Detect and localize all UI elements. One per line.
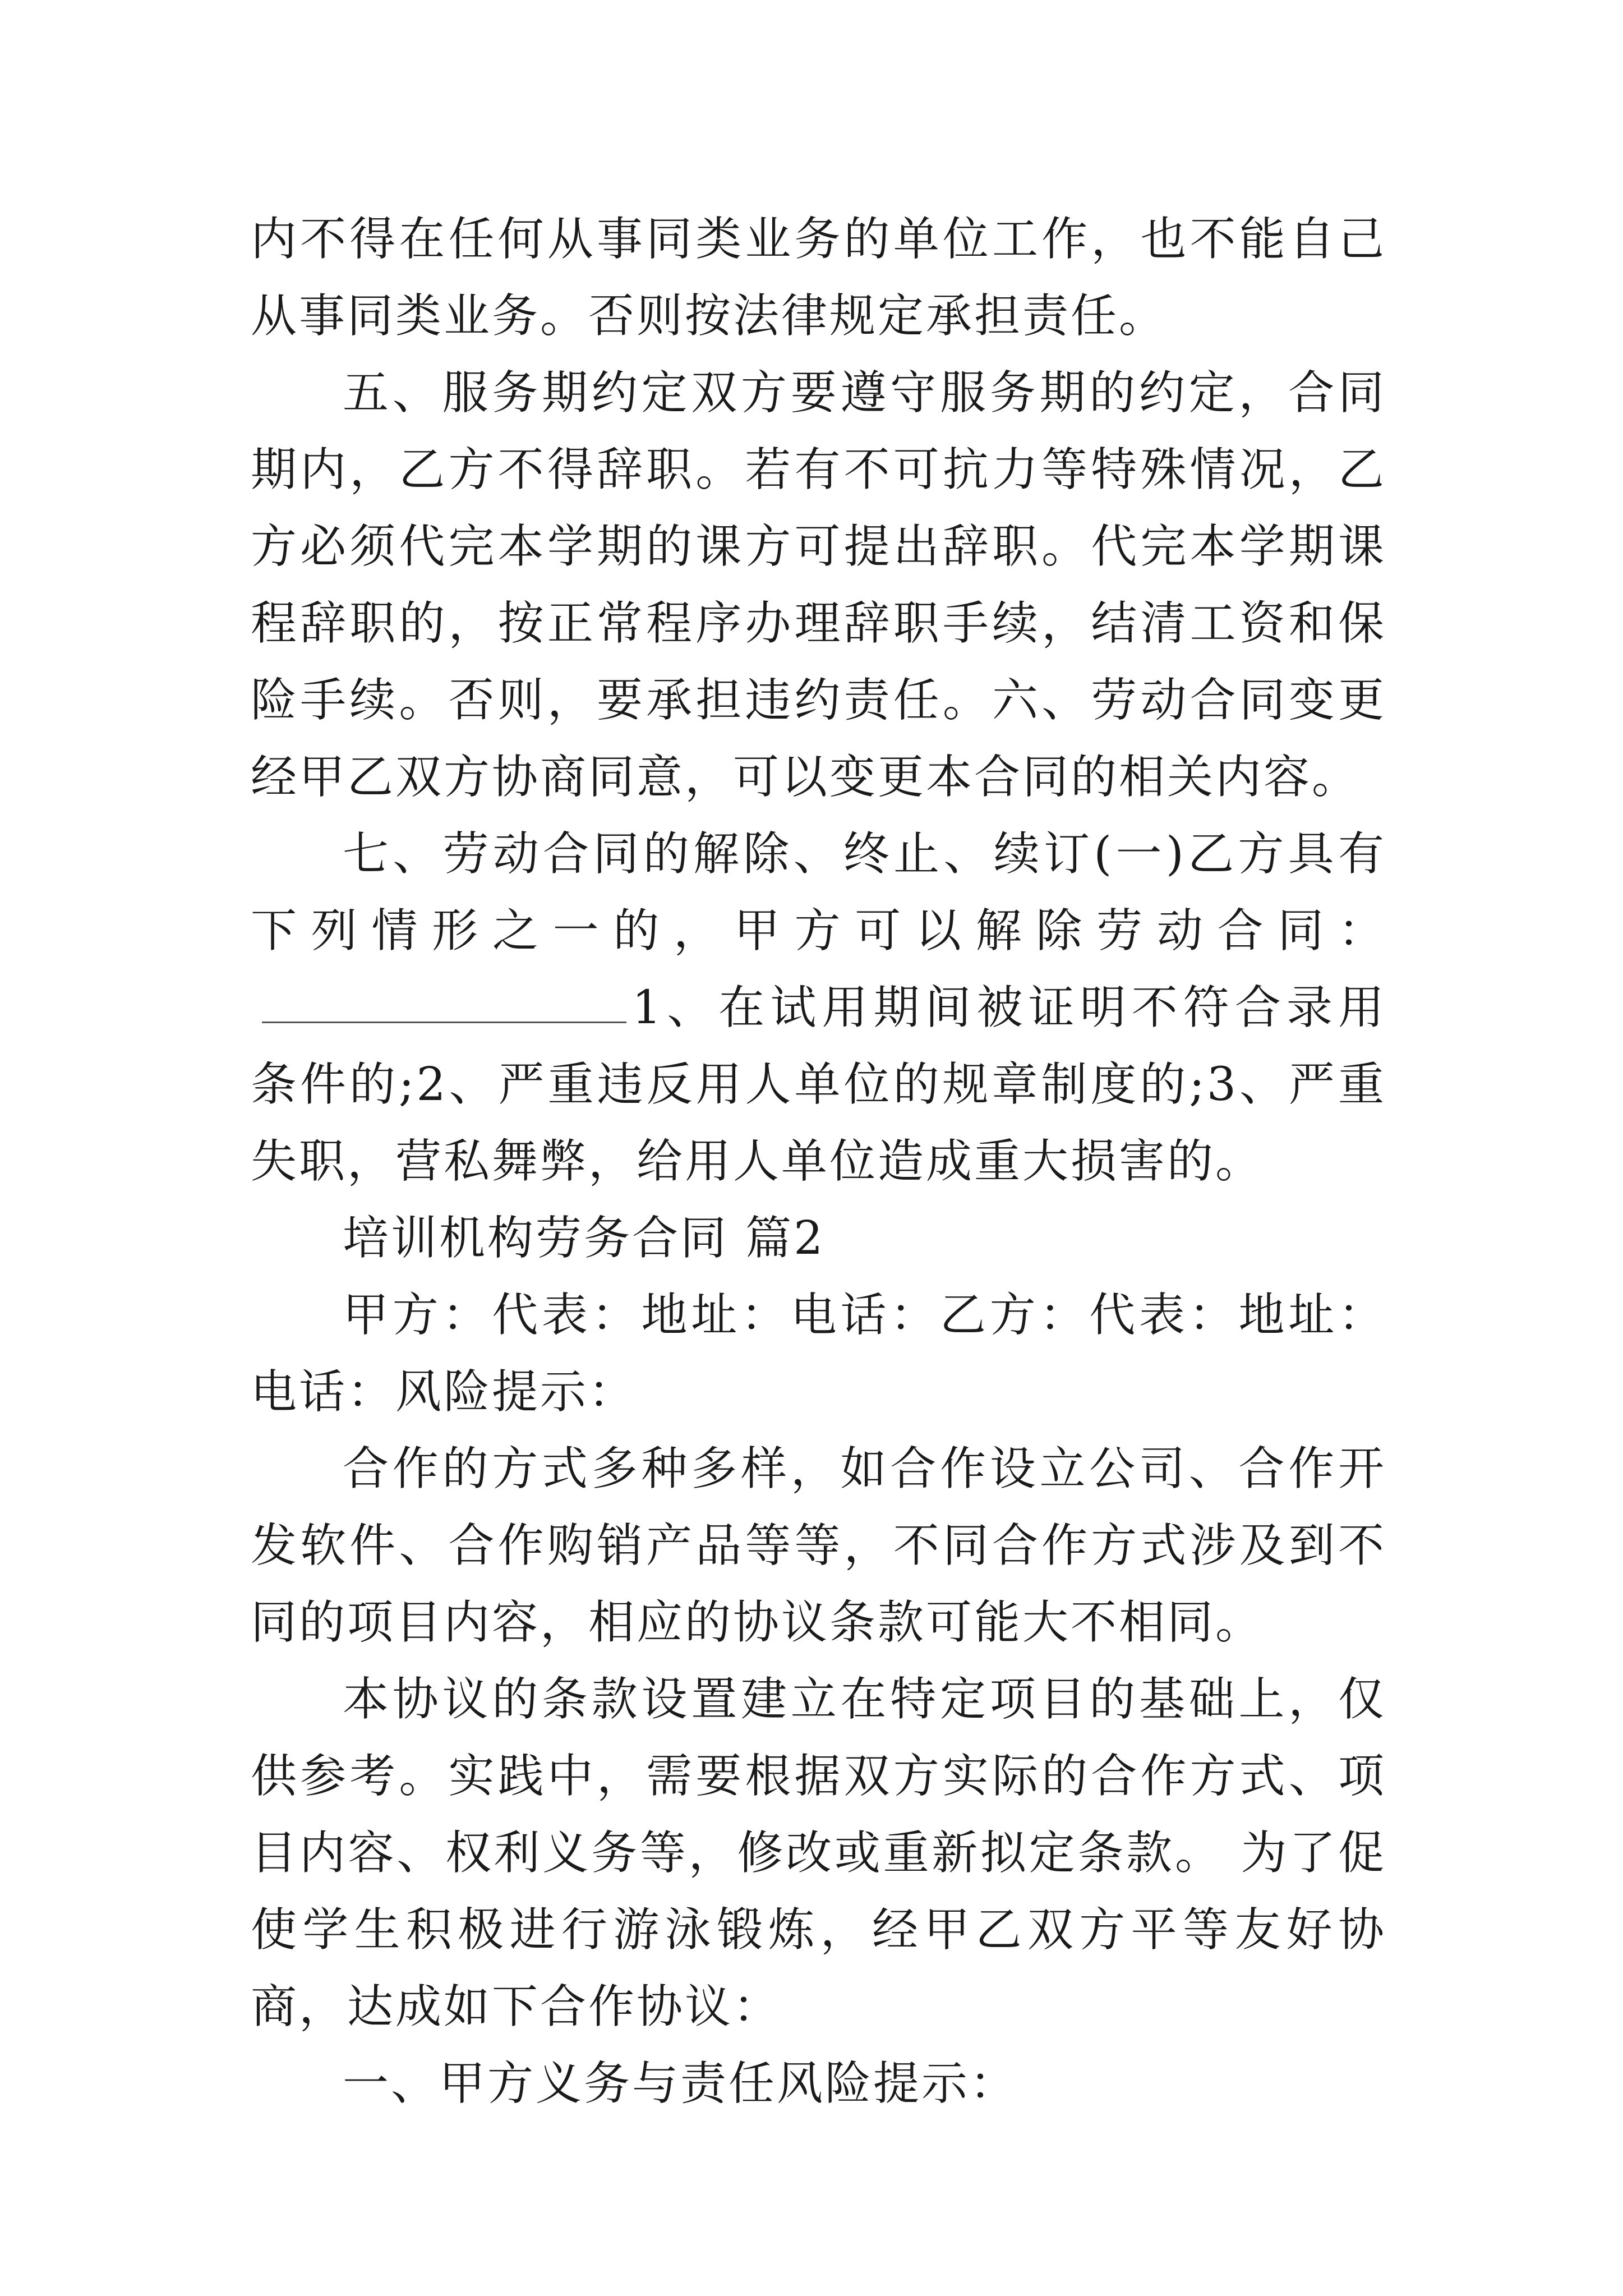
paragraph-cooperation-methods: 合作的方式多种多样，如合作设立公司、合作开发软件、合作购销产品等等，不同合作方式涉及到不同的项目内容，相应的协议条款可能大不相同。 — [251, 1442, 1386, 1649]
paragraph-service-period: 五、服务期约定双方要遵守服务期的约定，合同期内，乙方不得辞职。若有不可抗力等特殊情况，乙方必须代完本学期的课方可提出辞职。代完本学期课程辞职的，按正常程序办理辞职手续，结清工资和保险手续。否则，要承担违约责任。六、劳动合同变更经甲乙双方协商同意，可以变更本合同的相关内容。 — [251, 366, 1386, 804]
termination-text-start: 七、劳动合同的解除、终止、续订(一)乙方具有下列情形之一的，甲方可以解除劳动合同： — [251, 827, 1386, 958]
document-body — [251, 201, 1386, 2122]
paragraph-termination — [251, 816, 1386, 1200]
paragraph-agreement-terms: 本协议的条款设置建立在特定项目的基础上，仅供参考。实践中，需要根据双方实际的合作方式、项目内容、权利义务等，修改或重新拟定条款。 为了促使学生积极进行游泳锻炼，经甲乙双方平等友好协商，达成如下合作协议： — [251, 1673, 1386, 2033]
paragraph-parties: 甲方：代表：地址：电话：乙方：代表：地址：电话：风险提示： — [251, 1289, 1386, 1419]
termination-text-end: 1、在试用期间被证明不符合录用条件的;2、严重违反用人单位的规章制度的;3、严重失职，营私舞弊，给用人单位造成重大损害的。 — [251, 981, 1386, 1188]
section-heading: 培训机构劳务合同 篇2 — [343, 1212, 826, 1265]
paragraph-party-a-obligations: 一、甲方义务与责任风险提示： — [343, 2057, 1018, 2110]
fill-in-blank[interactable] — [262, 982, 626, 1023]
paragraph-continuation: 内不得在任何从事同类业务的单位工作，也不能自己从事同类业务。否则按法律规定承担责任。 — [251, 213, 1386, 343]
